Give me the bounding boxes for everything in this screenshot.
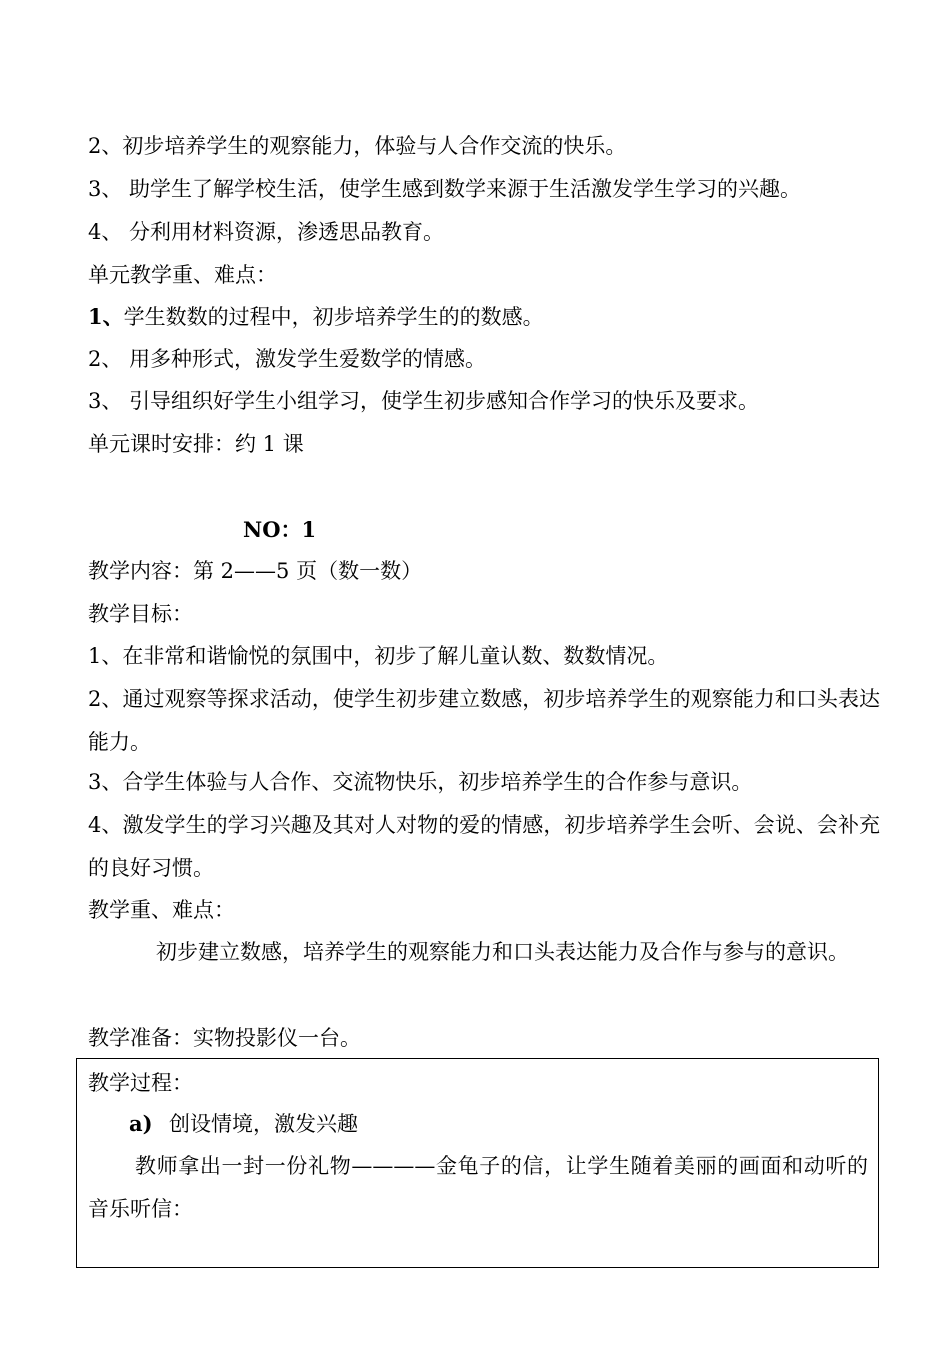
objective-line-2: 2、初步培养学生的观察能力，体验与人合作交流的快乐。 <box>88 134 627 158</box>
unit-key-point-text: 用多种形式，激发学生爱数学的情感。 <box>129 347 487 371</box>
lesson-objective-4: 4、激发学生的学习兴趣及其对人对物的爱的情感，初步培养学生会听、会说、会补充的良好习惯。 <box>88 813 880 880</box>
objective-line-4: 4、 分利用材料资源，渗透思品教育。 <box>88 220 445 244</box>
lesson-objective-3: 3、合学生体验与人合作、交流物快乐，初步培养学生的合作参与意识。 <box>88 770 753 794</box>
objective-line-3: 3、 助学生了解学校生活，使学生感到数学来源于生活激发学生学习的兴趣。 <box>88 177 802 201</box>
unit-key-point-number: 1 <box>88 304 103 329</box>
teaching-process-box <box>76 1058 879 1268</box>
process-step-marker: a) <box>129 1111 153 1136</box>
unit-key-point-1 <box>88 303 544 331</box>
unit-key-point-separator: 、 <box>101 389 130 413</box>
objectives-heading: 教学目标： <box>88 602 193 626</box>
key-points-heading: 教学重、难点： <box>88 898 235 922</box>
process-paragraph: 教师拿出一封一份礼物————金龟子的信，让学生随着美丽的画面和动听的音乐听信： <box>88 1154 868 1221</box>
unit-hours: 单元课时安排：约 1 课 <box>88 432 304 456</box>
process-step-title: 创设情境，激发兴趣 <box>169 1112 358 1136</box>
unit-key-point-number: 2 <box>88 347 102 371</box>
process-heading: 教学过程： <box>88 1071 193 1095</box>
unit-key-point-text: 引导组织好学生小组学习，使学生初步感知合作学习的快乐及要求。 <box>129 389 760 413</box>
teaching-content: 教学内容：第 2——5 页（数一数） <box>88 559 423 583</box>
unit-key-point-2 <box>88 345 486 373</box>
teaching-preparation: 教学准备：实物投影仪一台。 <box>88 1026 361 1050</box>
unit-key-point-separator: 、 <box>102 304 124 329</box>
unit-key-point-separator: 、 <box>101 347 130 371</box>
key-points-text: 初步建立数感，培养学生的观察能力和口头表达能力及合作与参与的意识。 <box>156 940 849 964</box>
unit-key-points-heading: 单元教学重、难点： <box>88 263 277 287</box>
lesson-objective-2: 2、通过观察等探求活动，使学生初步建立数感，初步培养学生的观察能力和口头表达能力。 <box>88 687 880 754</box>
lesson-number: NO：1 <box>243 517 317 542</box>
lesson-objective-1: 1、在非常和谐愉悦的氛围中，初步了解儿童认数、数数情况。 <box>88 644 669 668</box>
unit-key-point-number: 3 <box>88 389 102 413</box>
unit-key-point-3 <box>88 387 759 415</box>
unit-key-point-text: 学生数数的过程中，初步培养学生的的数感。 <box>123 305 544 329</box>
